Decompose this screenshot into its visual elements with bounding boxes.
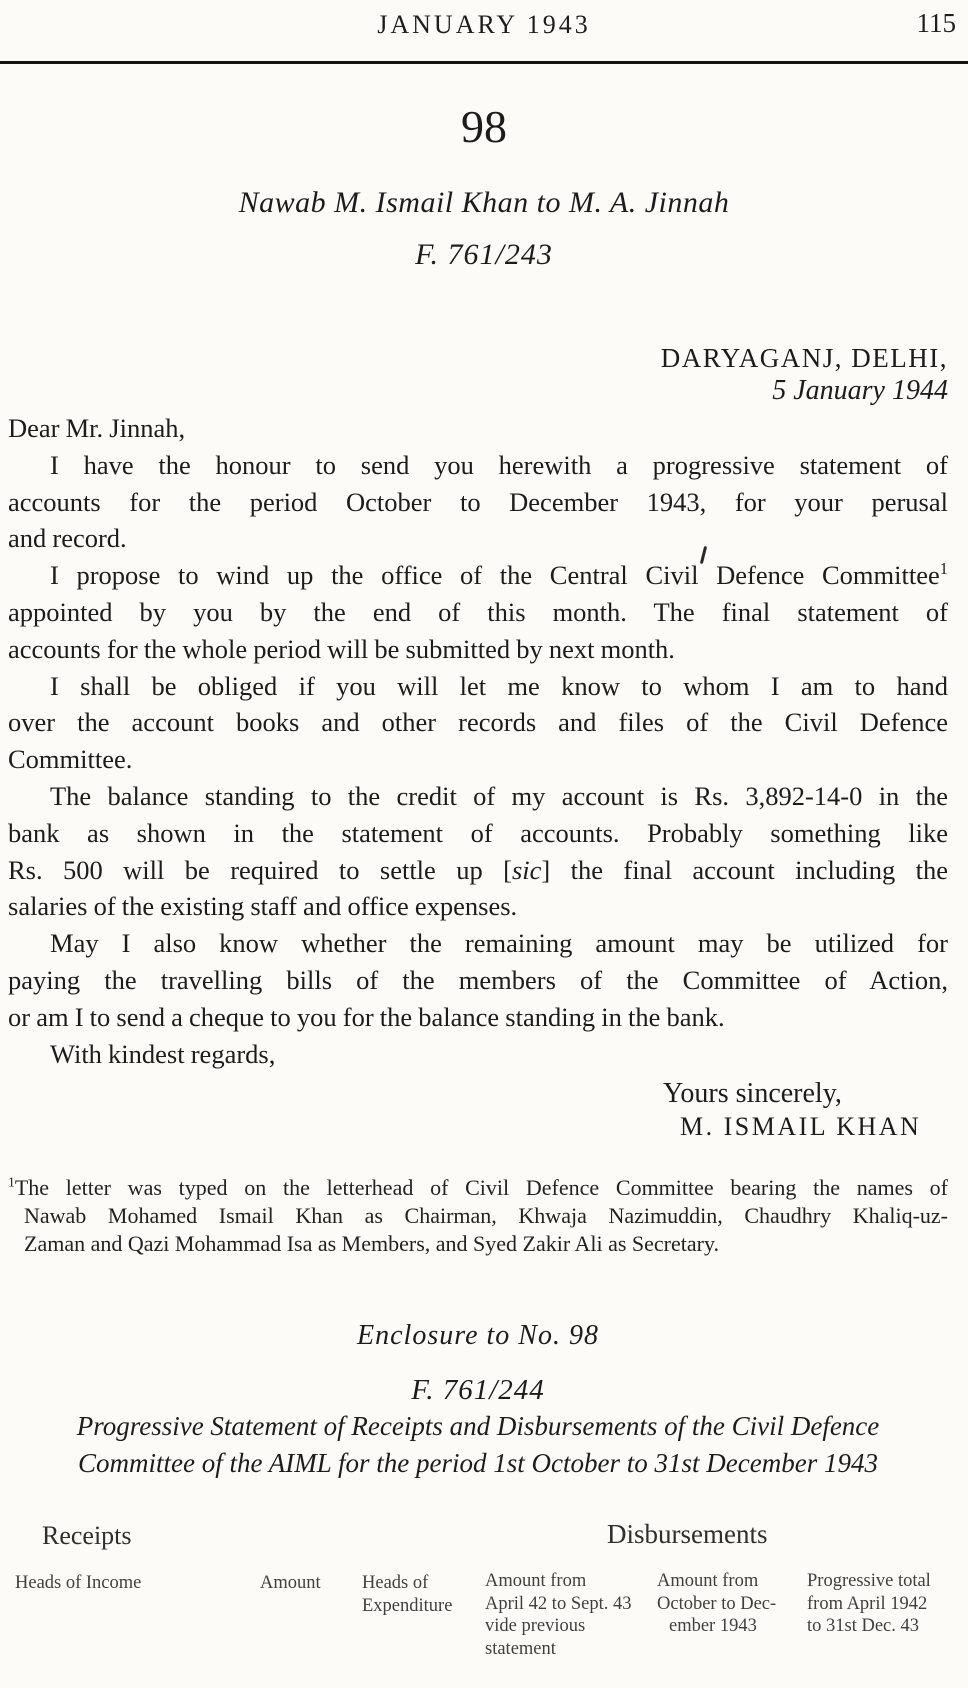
letter-line: bank as shown in the statement of accounts. Probably something like: [8, 817, 948, 848]
enclosure-statement-title: [8, 1408, 948, 1482]
footnote-reference-marker: 1: [939, 559, 948, 579]
disbursements-heading: Disbursements: [607, 1519, 768, 1549]
letter-line: I shall be obliged if you will let me know to whom I am to hand: [50, 670, 948, 701]
letter-signoff: Yours sincerely,: [663, 1078, 842, 1109]
letter-line: I propose to wind up the office of the Central Civil Defence Committee$^1$: [50, 559, 948, 591]
footnote-line: Nawab Mohamed Ismail Khan as Chairman, Khwaja Nazimuddin, Chaudhry Khaliq-uz-: [24, 1203, 948, 1229]
column-header-amount: Amount: [260, 1573, 321, 1593]
letter-date: 5 January 1944: [772, 375, 948, 406]
footnote-line: $^1$The letter was typed on the letterhead of Civil Defence Committee bearing the names of: [8, 1174, 948, 1200]
letter-line: Dear Mr. Jinnah,: [8, 413, 186, 443]
header-rule: [0, 61, 968, 64]
sic-notation: sic: [511, 854, 542, 885]
letter-line: Committee.: [8, 744, 133, 775]
footnote: [8, 1174, 948, 1259]
letter-line: I have the honour to send you herewith a progressive statement of: [50, 449, 948, 480]
column-header-heads-of-income: Heads of Income: [15, 1573, 142, 1593]
enclosure-file-reference: F. 761/244: [411, 1374, 545, 1406]
enclosure-title-line: Progressive Statement of Receipts and Disbursements of the Civil Defence: [76, 1411, 880, 1441]
letter-line: or am I to send a cheque to you for the balance standing in the bank.: [8, 1001, 725, 1032]
letter-line: accounts for the period October to December 1943, for your perusal: [8, 486, 948, 517]
receipts-heading: Receipts: [42, 1521, 132, 1550]
column-header-amount-oct-dec-1943: Amount from October to Dec- ember 1943: [657, 1571, 777, 1636]
letter-line: Rs. 500 will be required to settle up [sic] the final account including the: [8, 854, 948, 885]
page-number: 115: [916, 8, 956, 38]
footnote-line: Zaman and Qazi Mohammad Isa as Members, and Syed Zakir Ali as Secretary.: [24, 1231, 720, 1257]
document-file-reference: F. 761/243: [415, 238, 553, 271]
footnote-marker: 1: [8, 1174, 15, 1190]
document-number: 98: [461, 101, 507, 152]
letter-line: accounts for the whole period will be submitted by next month.: [8, 633, 675, 664]
enclosure-heading: Enclosure to No. 98: [357, 1320, 599, 1351]
letter-line: May I also know whether the remaining amount may be utilized for: [50, 928, 948, 959]
letter-place: DARYAGANJ, DELHI,: [660, 343, 948, 373]
letter-signature: M. ISMAIL KHAN: [680, 1112, 922, 1141]
letter-line: over the account books and other records and files of the Civil Defence: [8, 707, 948, 738]
letter-line: The balance standing to the credit of my account is Rs. 3,892-14-0 in the: [50, 780, 948, 811]
letter-body: [8, 410, 948, 1072]
letter-line: and record.: [8, 523, 127, 554]
letter-line: paying the travelling bills of the members of the Committee of Action,: [8, 964, 948, 995]
letter-closing: With kindest regards,: [50, 1038, 276, 1069]
letter-line: appointed by you by the end of this month. The final statement of: [8, 596, 948, 627]
running-header-title: JANUARY 1943: [377, 10, 591, 39]
enclosure-title-line: Committee of the AIML for the period 1st October to 31st December 1943: [78, 1448, 878, 1478]
column-header-amount-previous-statement: Amount from April 42 to Sept. 43 vide previous statement: [485, 1571, 632, 1659]
letter-line: salaries of the existing staff and office expenses.: [8, 891, 518, 922]
column-header-heads-of-expenditure: Heads of Expenditure: [362, 1573, 453, 1616]
column-header-progressive-total: Progressive total from April 1942 to 31st Dec. 43: [807, 1571, 931, 1636]
document-title: Nawab M. Ismail Khan to M. A. Jinnah: [238, 186, 730, 219]
